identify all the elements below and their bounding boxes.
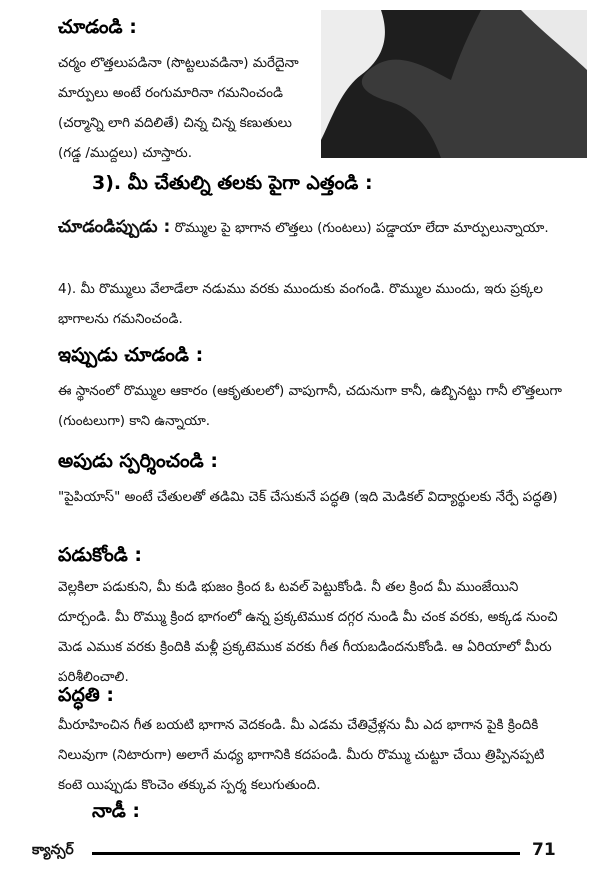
heading-method: పద్ధతి : [58, 684, 114, 706]
paragraph-skin-changes: చర్మం లొత్తలుపడినా (సొట్టలువడినా) మరేదైనా మార్పులు అంటే రంగుమారినా గమనించండి (చర్మాన్ని లాగి వదిలితే) చిన్న చిన్న కణుతులు (గడ్డ /ముద్దలు) చూస్తారు. [58, 55, 299, 161]
page-number: 71 [532, 840, 556, 860]
heading-look: చూడండి : [58, 16, 137, 38]
paragraph-palpation-method: "పైపియాస్" అంటే చేతులతో తడిమి చెక్ చేసుకునే పద్ధతి (ఇది మెడికల్ విద్యార్థులకు నేర్పే పద్ధతి) [58, 489, 558, 505]
heading-now-look: ఇప్పుడు చూడండి : [58, 344, 204, 366]
heading-raise-arms: 3). మీ చేతుల్ని తలకు పైగా ఎత్తండి : [92, 172, 373, 194]
heading-pulse: నాడీ : [92, 800, 141, 822]
footer-book-title: క్యాన్సర్ [32, 842, 74, 858]
text-look-now: రొమ్ముల పై భాగాన లొత్తలు (గుంటలు) పడ్డాయా లేదా మార్పులున్నాయా. [174, 220, 549, 236]
paragraph-method: మీరూహించిన గీత బయటి భాగాన వెదకండి. మీ ఎడమ చేతివ్రేళ్లను మీ ఎద భాగాన పైకి క్రిందికి నిలువుగా (నిటారుగా) అలాగే మధ్య భాగానికి కదపండి. మీరు రొమ్ము చుట్టూ చేయి త్రిప్పినప్పటి కంటె యిప్పుడు కొంచెం తక్కువ స్పర్శ కలుగుతుంది. [58, 717, 545, 793]
heading-palpate: అపుడు స్పర్శించండి : [58, 450, 218, 472]
paragraph-breast-shape: ఈ స్థానంలో రొమ్ముల ఆకారం (ఆకృతులలో) వాపుగానీ, చదునుగా కానీ, ఉబ్బినట్టు గానీ లొత్తలుగా (గుంటలుగా) కాని ఉన్నాయా. [58, 383, 562, 429]
paragraph-lie-down: వెల్లకిలా పడుకుని, మీ కుడి భుజం క్రింద ఓ టవల్ పెట్టుకోండి. నీ తల క్రింద మీ ముంజేయిని దూర్చండి. మీ రొమ్ము క్రింద భాగంలో ఉన్న ప్రక్కటెముక దగ్గర నుండి మీ చంక వరకు, అక్కడ నుంచి మెడ ఎముక వరకు క్రిందికి మళ్లీ ప్రక్కటెముక వరకు గీత గీయబడిందనుకోండి. ఆ ఏరియాలో మీరు పరిశీలించాలి. [58, 579, 558, 685]
illustration-photo [321, 10, 587, 158]
label-look-now: చూడండిప్పుడు : [58, 217, 171, 237]
footer-rule [92, 852, 520, 855]
paragraph-step-4: 4). మీ రొమ్ములు వేలాడేలా నడుము వరకు ముందుకు వంగండి. రొమ్ముల ముందు, ఇరు ప్రక్కల భాగాలను గమనించండి. [58, 281, 543, 327]
heading-lie-down: పడుకోండి : [58, 544, 143, 566]
paragraph-look-now [58, 212, 570, 243]
